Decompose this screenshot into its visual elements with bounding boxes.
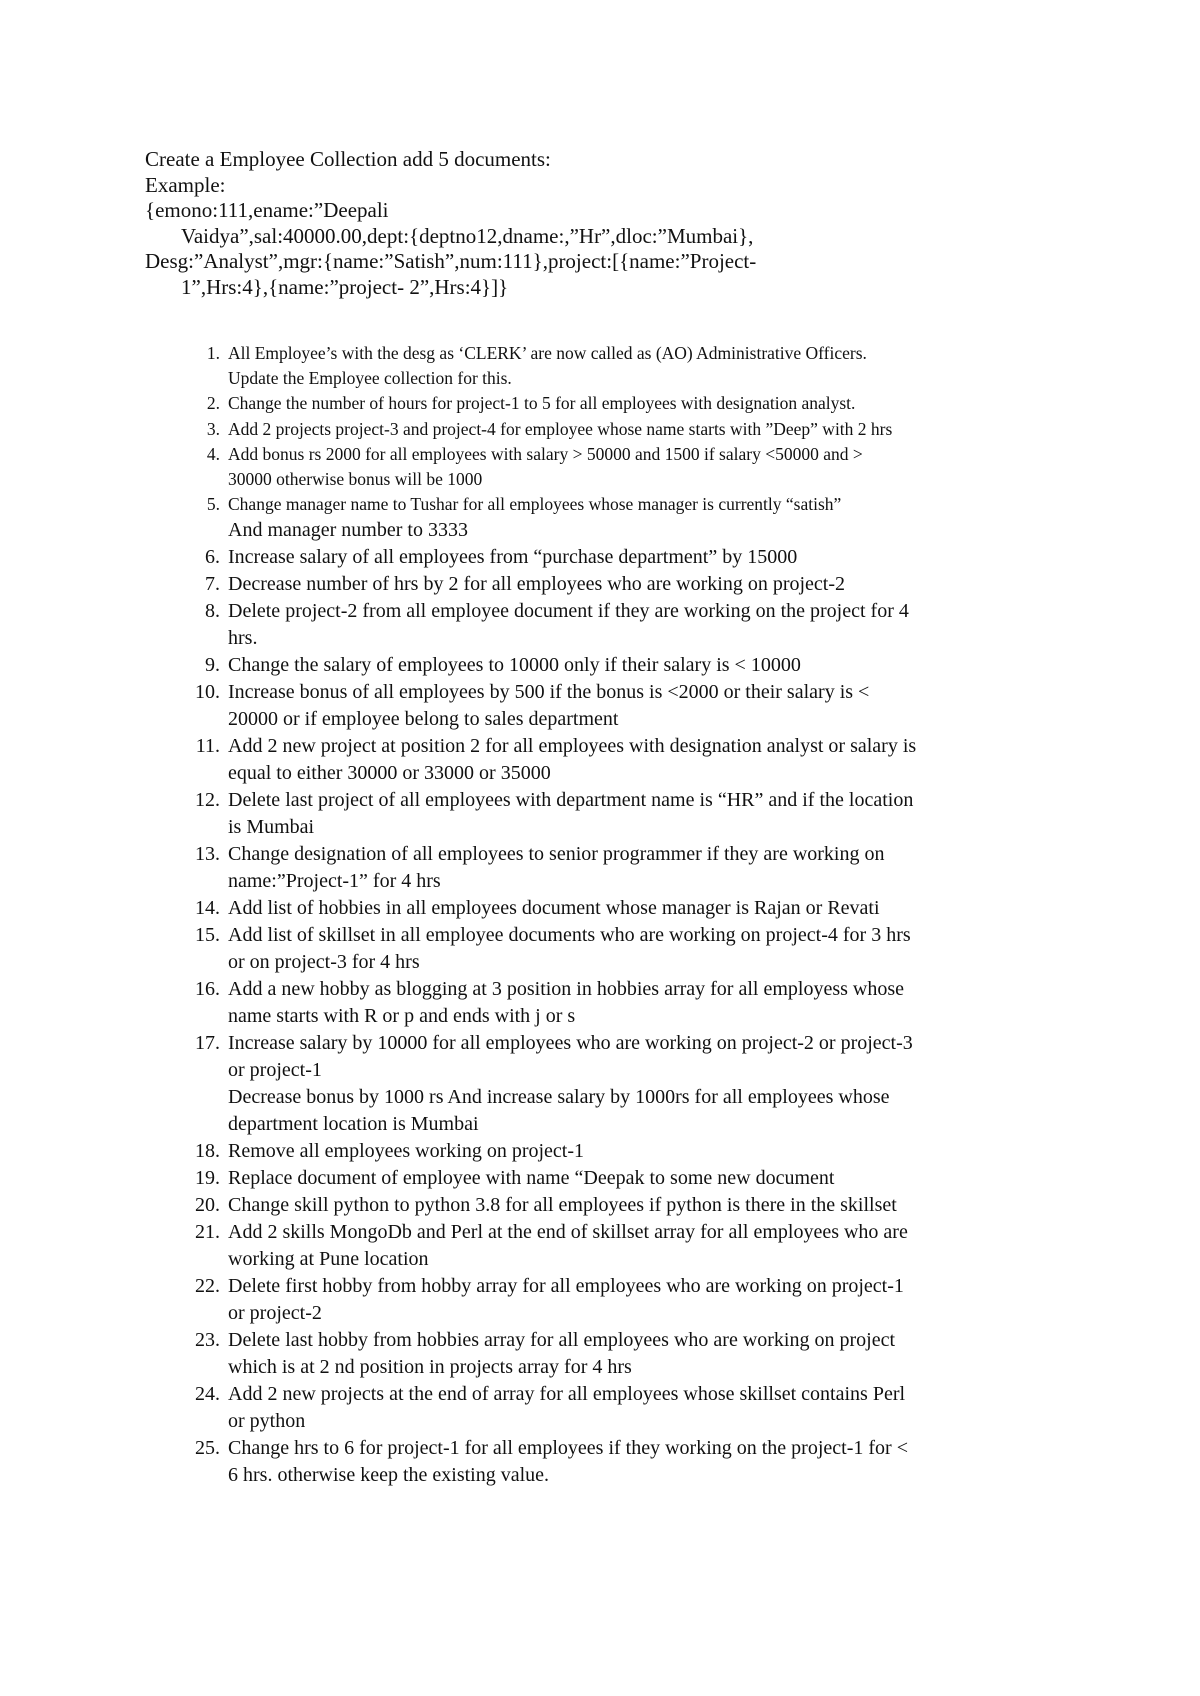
task-item — [178, 341, 1068, 391]
task-text: Add a new hobby as blogging at 3 position in hobbies array for all employess whose name starts with R or p and ends with j or s — [228, 978, 904, 1028]
task-item — [178, 679, 1068, 733]
task-item — [178, 895, 1068, 922]
task-item — [178, 1327, 1068, 1381]
task-number: 4. — [206, 443, 220, 464]
task-text: Increase salary of all employees from “purchase department” by 15000 — [228, 546, 798, 569]
task-text: Delete last project of all employees with department name is “HR” and if the location is Mumbai — [228, 789, 914, 839]
task-text: Add list of hobbies in all employees document whose manager is Rajan or Revati — [228, 897, 880, 920]
task-item — [178, 1435, 1068, 1489]
task-number: 12. — [195, 789, 220, 812]
task-item — [178, 1165, 1068, 1192]
task-item — [178, 1381, 1068, 1435]
example-line: 1”,Hrs:4},{name:”project- 2”,Hrs:4}]} — [181, 274, 509, 299]
task-number: 18. — [195, 1140, 220, 1163]
example-line: Vaidya”,sal:40000.00,dept:{deptno12,dname:,”Hr”,dloc:”Mumbai}, — [181, 223, 754, 248]
task-item — [178, 922, 1068, 976]
task-number: 20. — [195, 1194, 220, 1217]
task-text: Increase salary by 10000 for all employees who are working on project-2 or project-3 or project-1 Decrease bonus by 1000 rs And increase salary by 1000rs for all employees whose department location is Mumbai — [228, 1032, 913, 1136]
task-text: Delete first hobby from hobby array for all employees who are working on project-1 or project-2 — [228, 1275, 904, 1325]
task-number: 8. — [205, 600, 220, 623]
task-item — [178, 1273, 1068, 1327]
document-header — [145, 147, 1085, 300]
task-number: 10. — [195, 681, 220, 704]
example-line: {emono:111,ename:”Deepali — [145, 198, 389, 222]
task-text: All Employee’s with the desg as ‘CLERK’ are now called as (AO) Administrative Officers. Update the Employee collection for this. — [228, 343, 867, 389]
task-number: 2. — [206, 393, 220, 414]
task-text: Delete last hobby from hobbies array for all employees who are working on project which is at 2 nd position in projects array for 4 hrs — [228, 1329, 896, 1379]
task-number: 9. — [205, 654, 220, 677]
task-text: Change the number of hours for project-1 to 5 for all employees with designation analyst. — [228, 393, 856, 414]
task-text: Change the salary of employees to 10000 only if their salary is < 10000 — [228, 654, 801, 677]
task-number: 11. — [195, 735, 220, 758]
task-number: 5. — [206, 494, 220, 515]
task-text: Add 2 new project at position 2 for all employees with designation analyst or salary is equal to either 30000 or 33000 or 35000 — [228, 735, 917, 785]
task-text: Add list of skillset in all employee documents who are working on project-4 for 3 hrs or on project-3 for 4 hrs — [228, 924, 911, 974]
task-item — [178, 1192, 1068, 1219]
task-item — [178, 976, 1068, 1030]
task-list — [178, 341, 1068, 1489]
task-item — [178, 442, 1068, 492]
task-text: Add 2 new projects at the end of array for all employees whose skillset contains Perl or python — [228, 1383, 906, 1433]
task-text: Change designation of all employees to senior programmer if they are working on name:”Project-1” for 4 hrs — [228, 843, 885, 893]
task-number: 22. — [195, 1275, 220, 1298]
task-number: 6. — [205, 546, 220, 569]
example-line: Desg:”Analyst”,mgr:{name:”Satish”,num:111},project:[{name:”Project- — [145, 249, 757, 273]
task-number: 23. — [195, 1329, 220, 1352]
task-number: 7. — [205, 573, 220, 596]
task-item — [178, 598, 1068, 652]
document-title: Create a Employee Collection add 5 documents: — [145, 147, 551, 171]
task-item — [178, 544, 1068, 571]
task-number: 15. — [195, 924, 220, 947]
task-text: Decrease number of hrs by 2 for all employees who are working on project-2 — [228, 573, 846, 596]
task-text: Increase bonus of all employees by 500 if the bonus is <2000 or their salary is < 20000 or if employee belong to sales department — [228, 681, 870, 731]
task-number: 21. — [195, 1221, 220, 1244]
task-number: 1. — [206, 343, 220, 363]
task-item — [178, 391, 1068, 416]
task-number: 17. — [195, 1032, 220, 1055]
task-number: 3. — [206, 418, 220, 439]
task-item — [178, 787, 1068, 841]
task-text: Add 2 skills MongoDb and Perl at the end of skillset array for all employees who are working at Pune location — [228, 1221, 908, 1271]
task-item — [178, 571, 1068, 598]
task-item — [178, 492, 1068, 544]
task-item — [178, 1030, 1068, 1138]
task-number: 25. — [195, 1437, 220, 1460]
task-item — [178, 1219, 1068, 1273]
task-number: 24. — [195, 1383, 220, 1406]
task-item — [178, 417, 1068, 442]
task-item — [178, 733, 1068, 787]
task-text: Change manager name to Tushar for all employees whose manager is currently “satish” And manager number to 3333 — [228, 494, 842, 542]
task-text: Change skill python to python 3.8 for all employees if python is there in the skillset — [228, 1194, 897, 1217]
task-text: Add 2 projects project-3 and project-4 for employee whose name starts with ”Deep” with 2 hrs — [228, 418, 893, 439]
example-label: Example: — [145, 172, 226, 197]
task-number: 14. — [195, 897, 220, 920]
task-text: Replace document of employee with name “Deepak to some new document — [228, 1167, 835, 1190]
task-text: Delete project-2 from all employee document if they are working on the project for 4 hrs. — [228, 600, 909, 650]
task-number: 13. — [195, 843, 220, 866]
task-item — [178, 1138, 1068, 1165]
task-item — [178, 652, 1068, 679]
task-text: Change hrs to 6 for project-1 for all employees if they working on the project-1 for < 6 hrs. otherwise keep the existing value. — [228, 1437, 908, 1487]
task-text: Remove all employees working on project-1 — [228, 1140, 585, 1163]
task-item — [178, 841, 1068, 895]
task-text: Add bonus rs 2000 for all employees with salary > 50000 and 1500 if salary <50000 and > 30000 otherwise bonus will be 1000 — [228, 443, 863, 490]
task-number: 19. — [195, 1167, 220, 1190]
task-number: 16. — [195, 978, 220, 1001]
